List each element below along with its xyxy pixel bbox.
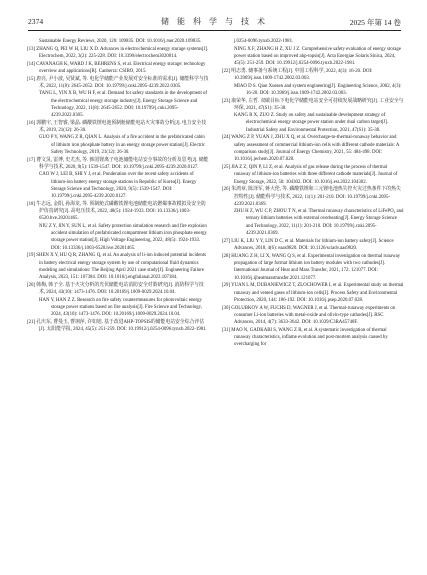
reference-entry bbox=[27, 157, 209, 201]
reference-entry bbox=[27, 38, 209, 45]
page-header bbox=[28, 14, 401, 31]
reference-text: Sustainable Energy Reviews, 2020, 126: 109835. DOI: 10.1016/j.rser.2020.109835. bbox=[39, 39, 202, 44]
reference-entry bbox=[27, 76, 209, 120]
reference-english-translation: CAO W J, LEI B, SHI Y J, et al. Ponderation over the recent safety accidents of lithium-ion battery energy storage stations in Republic of Korea[J]. Energy Storage Science and Technology, 2020, 9(5): 1539-1547. DOI: 10.19799/j.cnki.2095-4239.2020.0127. bbox=[39, 172, 197, 200]
reference-entry bbox=[222, 327, 404, 349]
reference-english-translation: HAN Y, HAN Z Z. Research on fire safety countermeasures for photovoltaic energy storage power stations based on fire analysis[J]. Fire Science and Technology, 2024, 43(10): 1473-1476. DOI: 10.20169/j.1009-0029.2024.10.04. bbox=[39, 297, 202, 318]
reference-text: [18] 牛志远, 金阳, 孙海龙, 等. 预制舱式磷酸铁锂电池储能电站燃爆事故模拟及安全防护仿真研究[J]. 高电压技术, 2022, 48(5): 1924-1933. DOI: 10.13336/j.1003-6520.hve.20201465. bbox=[27, 201, 206, 222]
reference-entry bbox=[222, 164, 404, 186]
reference-text: [19] SHEN X Y, HU Q R, ZHANG Q, et al. An analysis of li-ion induced potential incidents in battery electrical energy storage system by use of computational fluid dynamics modeling and simulations: The Beijing April 2021 case study[J]. Engineering Failure Analysis, 2023, 151: 107384. DOI: 10.1016/j.engfailanal.2023.107384. bbox=[27, 253, 207, 281]
reference-entry bbox=[222, 98, 404, 134]
reference-text: [17] 曹文炅, 雷博, 史尤杰, 等. 韩国锂离子电池储能电站安全事故的分析及思考[J]. 储能科学与技术, 2020, 9(5): 1539-1547. DOI: 10.19799/j.cnki.2095-4239.2020.0127. bbox=[27, 157, 209, 170]
reference-text: [15] 唐亮, 尹小波, 吴贤斌, 等. 电化学储能产业发展对安全标准的需求[J]. 储能科学与技术, 2022, 11(8): 2645-2652. DOI: 10.19799/j.cnki.2095-4239.2022.0305. bbox=[27, 76, 209, 89]
issue-label: 2025 年第 14 卷 bbox=[349, 18, 401, 27]
reference-text: [22] 明志勇. 储事备与系统工程[J]. 中国工程科学, 2022, 4(3): 16-20. DOI: 10.3969/j.issn.1009-1742.2002.03.003. bbox=[222, 68, 373, 82]
reference-entry bbox=[222, 253, 404, 282]
reference-text: [30] GOLUBKOV A W, FUCHS D, WAGNER J, et al. Thermal-runaway experiments on consumer Li-ion batteries with metal-oxide and olivin-type cathodes[J]. RSC Advances, 2014, 4(7): 3633-3642. DOI: 10.1039/C3RA45748F. bbox=[222, 305, 396, 326]
reference-text: [24] WANG Z P, YUAN J, ZHU X Q, et al. Overcharge-to-thermal-runaway behavior and safety assessment of commercial lithium-ion cells with different cathode materials: A comparison study[J]. Journal of Energy Chemistry, 2021, 55: 484-498. DOI: 10.1016/j.jechem.2020.07.028. bbox=[222, 135, 400, 163]
reference-english-translation: ZHU H Z, WU C P, ZHOU T N, et al. Thermal runaway characteristics of LiFePO₄ and ternary lithium batteries with external overheating[J]. Energy Storage Science and Technology, 2022, 11(1): 201-210. DOI: 10.19799/j.cnki.2095-4239.2021.0369. bbox=[234, 209, 404, 237]
reference-english-translation: NIU Z Y, JIN Y, SUN L, et al. Safety protection simulation research and fire explosion accident simulation of prefabricated compartment lithium iron phosphate energy storage power station[J]. High Voltage Engineering, 2022, 48(5): 1924-1933. DOI: 10.13336/j.1003-6520.hve.20201465. bbox=[39, 223, 207, 251]
reference-english-translation: MIAO D S. Qian Xuesen and system engineering[J]. Engineering Science, 2002, 4(3): 16-20. DOI: 10.3969/j.issn.1009-1742.2002.03.003. bbox=[234, 83, 402, 96]
reference-text: [23] 康荣华, 左哲. 双碳目标下电化学储能电站安全可持续发展战略研究[J]. 工业安全与环保, 2021, 47(S1): 35-38. bbox=[222, 98, 404, 111]
reference-entry bbox=[27, 319, 209, 334]
reference-text: [25] JIA Z Z, QIN P, LI Z, et al. Analysis of gas release during the process of thermal runaway of lithium-ion batteries with three different cathode materials[J]. Journal of Energy Storage, 2022, 50: 104302. DOI: 10.1016/j.est.2022.104302. bbox=[222, 165, 398, 185]
reference-text: [27] LIU K, LIU Y Y, LIN D C, et al. Materials for lithium-ion battery safety[J]. Science Advances, 2018, 4(6): eaas9820. DOI: 10.1126/sciadv.aas9820. bbox=[222, 238, 394, 252]
reference-text: NING X F, ZHANG H Z, XU J Z. Comprehensive safety evaluation of energy storage power station based on improved ahp-topsis[J]. Acta Energiae Solaris Sinica, 2024, 45(5): 251-259. DOI: 10.19912/j.0254-0096.tynxb.2022-1981. bbox=[234, 46, 401, 67]
reference-entry bbox=[222, 282, 404, 304]
reference-text: [29] YUAN L M, DUBANIEWICZ T, ZLOCHOWER I, et al. Experimental study on thermal runaway and vented gases of lithium-ion cells[J]. Process Safety and Environmental Protection, 2020, 144: 186-192. DOI: 10.1016/j.psep.2020.07.028. bbox=[222, 283, 404, 303]
reference-entry bbox=[27, 120, 209, 156]
reference-english-translation: TANG L, YIN X B, WU H F, et al. Demand for safety standards in the development of the electrochemical energy storage industry[J]. Energy Storage Science and Technology, 2022, 11(8): 2645-2652. DOI: 10.19799/j.cnki.2095-4239.2022.0305. bbox=[39, 91, 208, 119]
reference-entry bbox=[222, 305, 404, 327]
reference-english-translation: KANG R X, ZUO Z. Study on safety and sustainable development strategy of electrochemical energy storage power station under dual carbon target[J]. Industrial Safety and Environmental Protection, 2021, 47(S1): 35-38. bbox=[234, 113, 389, 133]
reference-entry bbox=[27, 201, 209, 252]
reference-column-left bbox=[27, 38, 209, 568]
reference-entry bbox=[222, 238, 404, 253]
reference-entry bbox=[27, 252, 209, 281]
reference-english-translation: GUO P Y, WANG Z R, QIAN L. Analysis of a fire accident in the prefabricated cabin of lithium iron phosphate battery in an energy storage power station[J]. Electric Safety Technology, 2019, 21(12): 26-30. bbox=[39, 135, 206, 156]
reference-entry bbox=[222, 186, 404, 237]
reference-column-right bbox=[222, 38, 404, 568]
reference-text: [20] 韩梅, 韩子全. 基于火灾分析的光伏储能电站消防安全对策研究[J]. 消防科学与技术, 2024, 43(10): 1473-1476. DOI: 10.20169/j.1009-0029.2024.10.04. bbox=[27, 282, 204, 296]
reference-text: [13] ZHANG Q, PEI W H, LIU X D. Advances in electrochemical energy storage systems[J]. Electrochem, 2022, 3(2): 225-228. DOI: 10.3390/electrochem3020014. bbox=[27, 46, 209, 59]
journal-title: 储 能 科 学 与 技 术 bbox=[161, 17, 268, 26]
reference-entry bbox=[27, 46, 209, 61]
reference-text: [16] 郭鹏宇, 王智睿, 梁晶. 磷酸铁锂电池预制舱储能电站火灾事故分析[J]. 电力安全技术, 2019, 21(12): 26-30. bbox=[27, 120, 207, 134]
reference-entry bbox=[222, 46, 404, 68]
reference-text: [28] HUANG Z H, LI X, WANG Q S, et al. Experimental investigation on thermal runaway propagation of large format lithium ion battery modules with two cathodes[J]. International Journal of Heat and Mass Transfer, 2021, 172: 121077. DOI: 10.1016/j.ijheatmasstransfer.2021.121077. bbox=[222, 253, 401, 281]
reference-entry bbox=[222, 38, 404, 45]
reference-text: [21] 孔庆东, 曹曼玉, 曹翊萍, 许如旭. 基于改进AHP-TOPSIS的储能电站安全综合评估[J]. 太阳能学报, 2024, 45(5): 251-259. DOI: 10.19912/j.0254-0096.tynxb.2022-1981. bbox=[27, 319, 207, 333]
page-number: 2374 bbox=[28, 17, 44, 26]
reference-entry bbox=[222, 134, 404, 163]
reference-text: [26] 朱鸿章, 陈泽军, 蒋大伦, 等. 磷酸铁锂和三元锂电池热失控火灾过热条件下的热失控特性[J]. 储能科学与技术, 2022, 11(1): 201-210. DOI: 10.19799/j.cnki.2095-4239.2021.0369. bbox=[222, 187, 401, 207]
reference-text: [14] CAVANAGH K, WARD J K, BEHRENS S, et al. Electrical energy storage: technology overview and applications[R]. Canberra: CSIRO, 2015. bbox=[27, 61, 206, 74]
reference-text: [31] MAO N, GADKARI S, WANG Z R, et al. A systematic investigation of thermal runaway characteristics, inflame evolution and post-mortem analysis caused by overcharging for bbox=[222, 327, 388, 348]
reference-entry bbox=[27, 282, 209, 318]
reference-text: j.0254-0096.tynxb.2022-1981. bbox=[234, 39, 294, 44]
reference-entry bbox=[222, 68, 404, 97]
reference-entry bbox=[27, 61, 209, 76]
